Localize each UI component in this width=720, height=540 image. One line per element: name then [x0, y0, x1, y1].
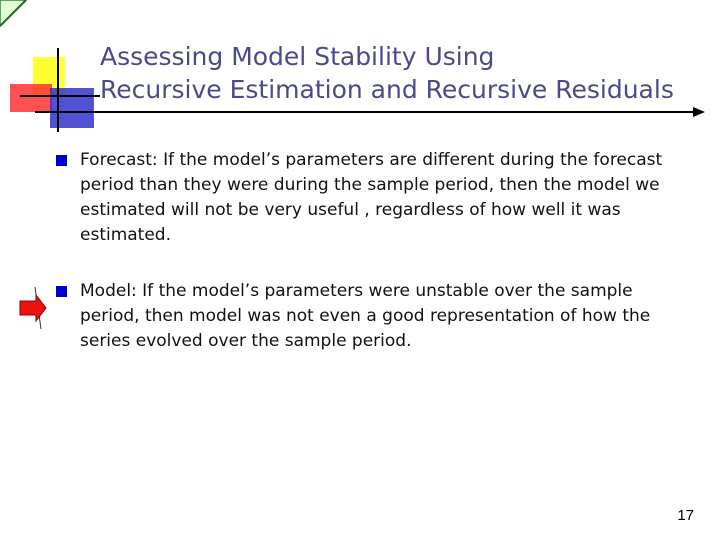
bullet-item-model: [56, 279, 686, 354]
slide-title-line-2: Recursive Estimation and Recursive Residuals: [100, 75, 674, 104]
slide-title: [100, 40, 700, 106]
bullet-text: Forecast: If the model’s parameters are different during the forecast period than they were during the sample period, then the model we estimated will not be very useful , regardless of how well it was estimated.: [80, 150, 663, 245]
page-number: 17: [677, 507, 694, 524]
slide-title-line-1: Assessing Model Stability Using: [100, 42, 495, 71]
square-bullet-icon: [56, 155, 67, 166]
bullet-text: Model: If the model’s parameters were unstable over the sample period, then model was not even a good representation of how the series evolved over the sample period.: [80, 281, 651, 351]
square-bullet-icon: [56, 286, 67, 297]
right-arrow-icon: [18, 287, 48, 329]
title-underline: [35, 105, 707, 119]
bullet-item-forecast: [56, 148, 686, 248]
